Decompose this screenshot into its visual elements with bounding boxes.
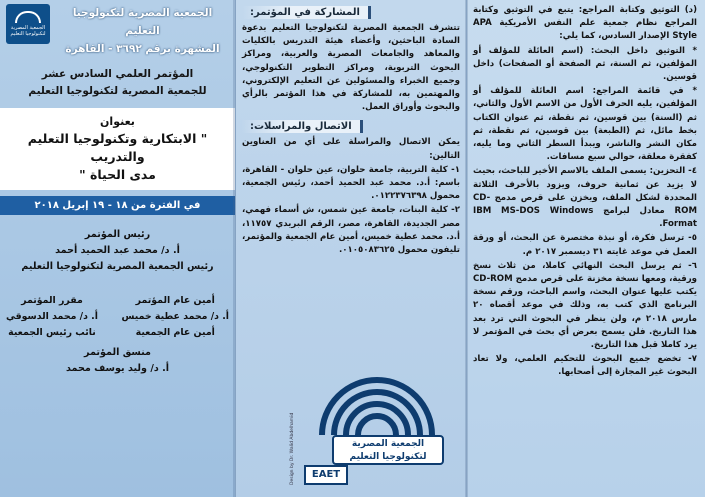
contact-address-1: ١- كلية التربية، جامعة حلوان، عين حلوان - القاهرة، باسم: أ.د. محمد عبد الحميد أحمد، رئيس الجمعية، محمول ٠١٢٢٣٧٦٣٩٨.: [242, 164, 460, 202]
paragraph-final-paper: ٦- ثم يرسل البحث النهائي كاملا، من ثلاث نسخ ورقية، ومعها نسخة مخزنة على قرص مدمج CD-ROM يكتب عليها عنوان البحث، واسم الباحث، ورقم نسخة البرنامج الذي كتب به، وذلك في موعد أقصاه ٢٠ مارس ٢٠١٨ م، ولن ينظر في البحوث التي ترد بعد هذا التاريخ. فلن يسمح بعرض أي بحث في المؤتمر لا يرد كاملا قبل هذا التاريخ.: [473, 260, 697, 351]
org-header: [6, 4, 229, 58]
officers-block: [6, 293, 229, 341]
conference-line-1: المؤتمر العلمي السادس عشر: [41, 68, 194, 80]
contact-text: [242, 136, 460, 257]
theme-banner: [0, 108, 235, 190]
coordinator-title: منسق المؤتمر: [84, 347, 151, 358]
president-role: رئيس الجمعية المصرية لتكنولوجيا التعليم: [21, 261, 214, 272]
contact-intro: يمكن الاتصال والمراسلة على أي من العناوين التالين:: [242, 137, 460, 161]
rapporteur: مقرر المؤتمر أ. د/ محمد الدسوقي نائب رئيس الجمعية: [6, 295, 98, 338]
president-block: [6, 227, 229, 275]
small-logo: الجمعية المصرية لتكنولوجيا التعليم: [6, 4, 50, 44]
paragraph-in-text-citation: * التوثيق داخل البحث: (اسم العائلة للمؤلف أو المؤلفين، ثم السنة، ثم الصفحة أو الصفحات) داخل قوسين.: [473, 45, 697, 83]
conference-dates: في الفترة من ١٨ - ١٩ إبريل ٢٠١٨: [0, 196, 235, 215]
contact-address-2: ٢- كلية البنات، جامعة عين شمس، ش أسماء فهمي، مصر الجديدة، القاهرة، مصر، الرقم البريدي ١١٧٥٧، أ.د. محمد عطية خميس، أمين عام الجمعية والمؤتمر، تليفون محمول ٠١٠٥٠٨٣٦٢٥.: [242, 205, 460, 256]
paragraph-abstract: ٥- ترسل فكرة، أو نبذة مختصرة عن البحث، أو ورقة العمل في موعد غايته ٣١ ديسمبر ٢٠١٧ م.: [473, 233, 697, 257]
org-name: الجمعية المصرية لتكنولوجيا التعليم: [72, 7, 213, 37]
logo-abbreviation: EAET: [304, 465, 348, 485]
banner-label: بعنوان: [100, 115, 135, 128]
design-credit: Design by Dr. Walid Abdelhamid: [290, 412, 295, 485]
conference-line-2: للجمعية المصرية لتكنولوجيا التعليم: [28, 85, 207, 97]
fold-line: [233, 0, 236, 497]
participation-text: تتشرف الجمعية المصرية لتكنولوجيا التعليم بدعوة السادة الباحثين، وأعضاء هيئة التدريس بالكليات والمعاهد والجامعات المصرية والعربية، ومراكز البحوث التربوية، ومراكز التطوير التكنولوجي، وجميع الخبراء والمسئولين عن التعليم الإلكتروني، والمهتمين به، للمشاركة في هذا المؤتمر بالرأي والبحوث وأوراق العمل.: [242, 23, 460, 113]
conference-title: [6, 66, 229, 100]
coordinator-block: [6, 345, 229, 377]
theme-line-2: مدى الحياة ": [79, 167, 156, 182]
org-title: [56, 4, 229, 58]
contact-header: الاتصال والمراسلات:: [242, 120, 460, 133]
president-title: رئيس المؤتمر: [84, 229, 151, 240]
org-registration: المشهرة برقم ٣٦٩٢ - القاهرة: [65, 43, 220, 55]
coordinator-name: أ. د/ وليد يوسف محمد: [65, 363, 170, 374]
participation-header: المشاركة في المؤتمر:: [242, 6, 460, 19]
left-panel: [0, 0, 235, 497]
president-name: أ. د/ محمد عبد الحميد أحمد: [55, 245, 180, 256]
fold-line: [465, 0, 468, 497]
theme-line-1: " الابتكارية وتكنولوجيا التعليم والتدريب: [27, 131, 208, 164]
secretary-general: أمين عام المؤتمر أ. د/ محمد عطية خميس أمين عام الجمعية: [121, 295, 229, 338]
paragraph-references: (د) التوثيق وكتابة المراجع: يتبع في التوثيق وكتابة المراجع نظام جمعية علم النفس الأمريكية APA Style الإصدار السادس، كما يلي:: [473, 5, 697, 42]
society-logo: [290, 375, 452, 491]
paragraph-storage: ٤- التحزين: يسمى الملف بالاسم الأخير للباحث، بحيث لا يزيد عن ثمانية حروف، ويزود بالأحرف الثلاثة المحددة لشكل الملف، ويخزن على قرص مدمج CD-ROM معادل لبرامج IBM MS-DOS Windows Format.: [473, 166, 697, 230]
logo-society-name: الجمعية المصرية لتكنولوجيا التعليم: [332, 435, 444, 465]
arc-icon: [15, 11, 41, 23]
right-panel: [467, 0, 705, 497]
paragraph-reference-list: * في قائمة المراجع: اسم العائلة للمؤلف أو المؤلفين، يليه الحرف الأول من الاسم الأول والثاني، ثم (السنة) بين قوسين، ثم نقطة، ثم عنوان الكتاب بخط مائل، ثم (الطبعة) بين قوسين، ثم نقطة، ثم مكان النشر والناشر، ويبدأ السطر الثاني وما يليه، كفقرة معلقة، حوالي سبع مسافات.: [473, 86, 697, 163]
paragraph-review: ٧- تخضع جميع البحوث للتحكيم العلمي، ولا تعاد البحوث غير المجازة إلى أصحابها.: [473, 354, 697, 378]
arcs-icon: [312, 377, 442, 437]
middle-panel: [235, 0, 467, 497]
guidelines-text: [473, 4, 697, 380]
